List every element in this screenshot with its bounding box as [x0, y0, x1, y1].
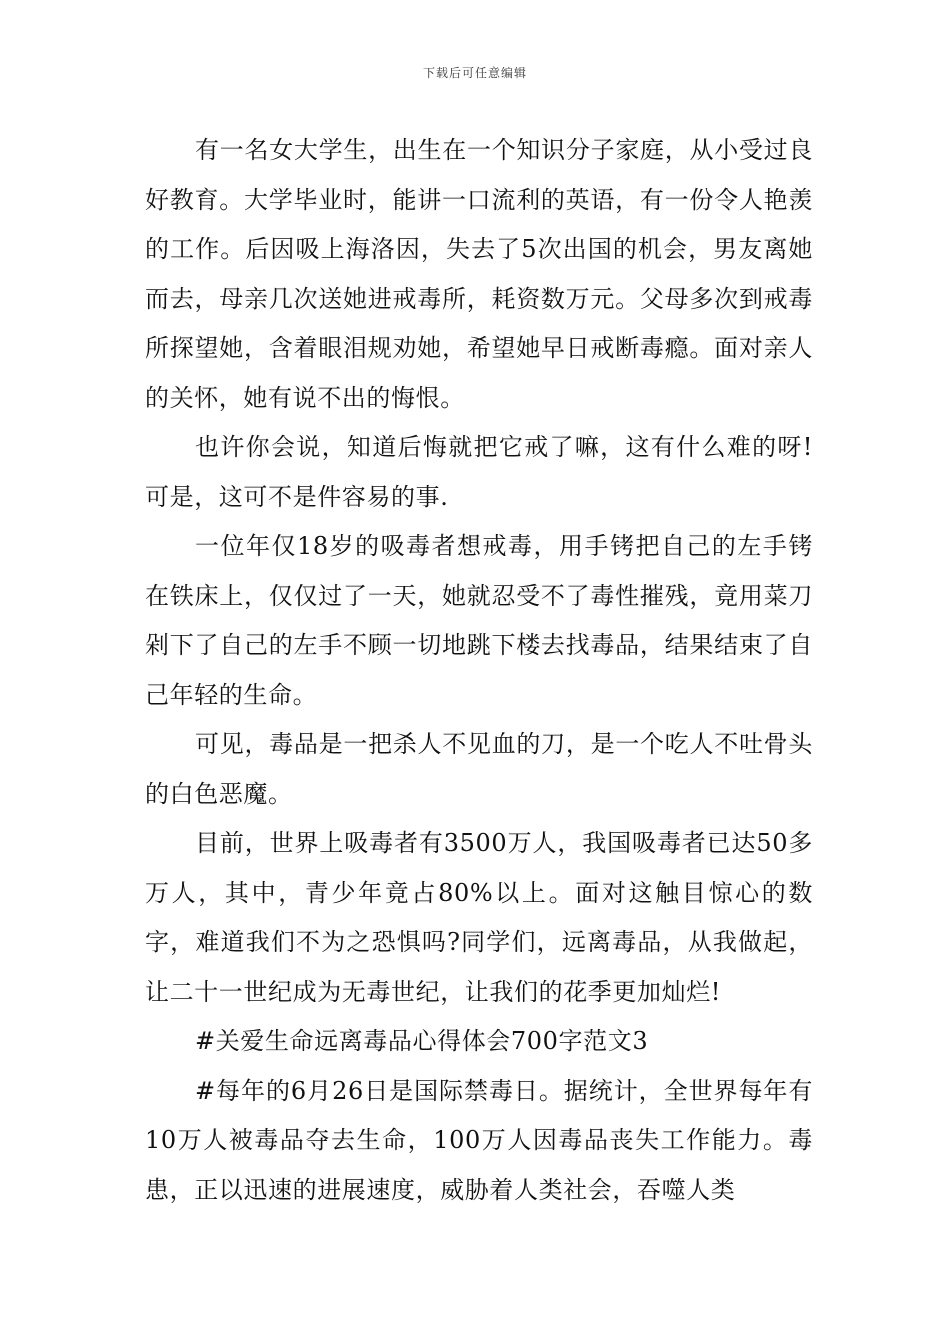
paragraph-6: #每年的6月26日是国际禁毒日。据统计，全世界每年有10万人被毒品夺去生命，100万人因毒品丧失工作能力。毒患，正以迅速的进展速度，威胁着人类社会，吞噬人类	[145, 1076, 813, 1204]
paragraph-4: 可见，毒品是一把杀人不见血的刀，是一个吃人不吐骨头的白色恶魔。	[145, 730, 813, 808]
paragraph-1: 有一名女大学生，出生在一个知识分子家庭，从小受过良好教育。大学毕业时，能讲一口流利的英语，有一份令人艳羡的工作。后因吸上海洛因，失去了5次出国的机会，男友离她而去，母亲几次送她进戒毒所，耗资数万元。父母多次到戒毒所探望她，含着眼泪规劝她，希望她早日戒断毒瘾。面对亲人的关怀，她有说不出的悔恨。	[145, 136, 813, 412]
page-header: 下载后可任意编辑	[422, 66, 527, 80]
paragraph-2: 也许你会说，知道后悔就把它戒了嘛，这有什么难的呀!可是，这可不是件容易的事.	[145, 433, 813, 511]
paragraph-3: 一位年仅18岁的吸毒者想戒毒，用手铐把自己的左手铐在铁床上，仅仅过了一天，她就忍受不了毒性摧残，竟用菜刀剁下了自己的左手不顾一切地跳下楼去找毒品，结果结束了自己年轻的生命。	[145, 532, 813, 709]
section-heading: #关爱生命远离毒品心得体会700字范文3	[195, 1027, 649, 1055]
paragraph-5: 目前，世界上吸毒者有3500万人，我国吸毒者已达50多万人，其中，青少年竟占80%以上。面对这触目惊心的数字，难道我们不为之恐惧吗?同学们，远离毒品，从我做起，让二十一世纪成为无毒世纪，让我们的花季更加灿烂!	[145, 829, 813, 1006]
document-body	[145, 126, 813, 1215]
